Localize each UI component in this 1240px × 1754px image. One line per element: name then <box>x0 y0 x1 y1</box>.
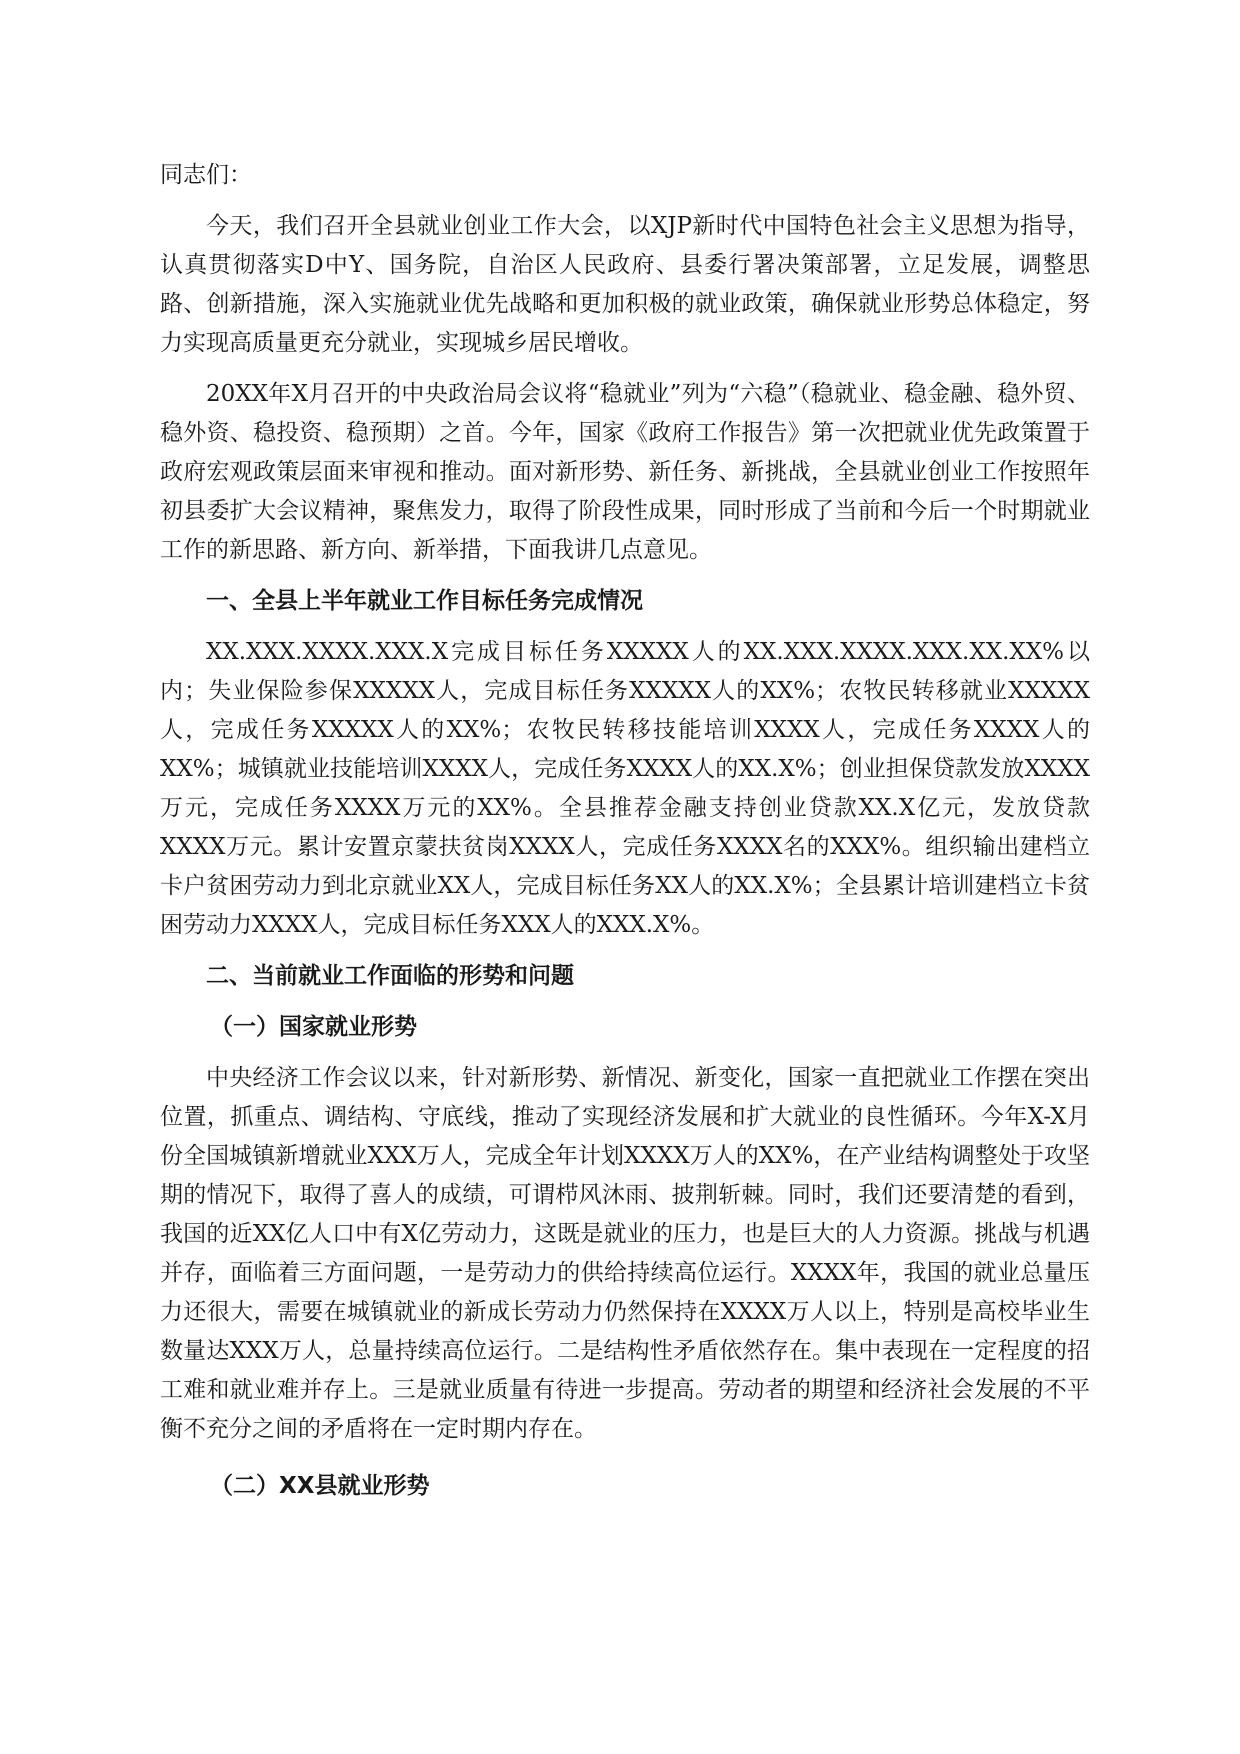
salutation: 同志们： <box>160 162 252 188</box>
subsection-1-heading: （一）国家就业形势 <box>210 1014 417 1040</box>
subsection-1-paragraph: 中央经济工作会议以来，针对新形势、新情况、新变化，国家一直把就业工作摆在突出位置，抓重点、调结构、守底线，推动了实现经济发展和扩大就业的良性循环。今年X-X月份全国城镇新增就业XXX万人，完成全年计划XXXX万人的XX%，在产业结构调整处于攻坚期的情况下，取得了喜人的成绩，可谓栉风沐雨、披荆斩棘。同时，我们还要清楚的看到，我国的近XX亿人口中有X亿劳动力，这既是就业的压力，也是巨大的人力资源。挑战与机遇并存，面临着三方面问题，一是劳动力的供给持续高位运行。XXXX年，我国的就业总量压力还很大，需要在城镇就业的新成长劳动力仍然保持在XXXX万人以上，特别是高校毕业生数量达XXX万人，总量持续高位运行。二是结构性矛盾依然存在。集中表现在一定程度的招工难和就业难并存上。三是就业质量有待进一步提高。劳动者的期望和经济社会发展的不平衡不充分之间的矛盾将在一定时期内存在。 <box>160 1065 1090 1442</box>
intro-paragraph-2: 20XX年X月召开的中央政治局会议将“稳就业”列为“六稳”（稳就业、稳金融、稳外贸、稳外资、稳投资、稳预期）之首。今年，国家《政府工作报告》第一次把就业优先政策置于政府宏观政策层面来审视和推动。面对新形势、新任务、新挑战，全县就业创业工作按照年初县委扩大会议精神，聚焦发力，取得了阶段性成果，同时形成了当前和今后一个时期就业工作的新思路、新方向、新举措，下面我讲几点意见。 <box>160 381 1090 563</box>
subsection-2-heading: （二）XX县就业形势 <box>210 1473 430 1499</box>
section-1-paragraph: XX.XXX.XXXX.XXX.X完成目标任务XXXXX人的XX.XXX.XXXX.XXX.XX.XX%以内；失业保险参保XXXXX人，完成目标任务XXXXX人的XX%；农牧民转移就业XXXXX人，完成任务XXXXX人的XX%；农牧民转移技能培训XXXX人，完成任务XXXX人的XX%；城镇就业技能培训XXXX人，完成任务XXXX人的XX.X%；创业担保贷款发放XXXX万元，完成任务XXXX万元的XX%。全县推荐金融支持创业贷款XX.X亿元，发放贷款XXXX万元。累计安置京蒙扶贫岗XXXX人，完成任务XXXX名的XXX%。组织输出建档立卡户贫困劳动力到北京就业XX人，完成目标任务XX人的XX.X%；全县累计培训建档立卡贫困劳动力XXXX人，完成目标任务XXX人的XXX.X%。 <box>160 639 1090 938</box>
section-2-heading: 二、当前就业工作面临的形势和问题 <box>206 963 574 989</box>
section-1-heading: 一、全县上半年就业工作目标任务完成情况 <box>206 588 643 614</box>
intro-paragraph-1: 今天，我们召开全县就业创业工作大会，以XJP新时代中国特色社会主义思想为指导，认真贯彻落实D中Y、国务院，自治区人民政府、县委行署决策部署，立足发展，调整思路、创新措施，深入实施就业优先战略和更加积极的就业政策，确保就业形势总体稳定，努力实现高质量更充分就业，实现城乡居民增收。 <box>160 213 1090 356</box>
document-body <box>160 156 1090 1518</box>
